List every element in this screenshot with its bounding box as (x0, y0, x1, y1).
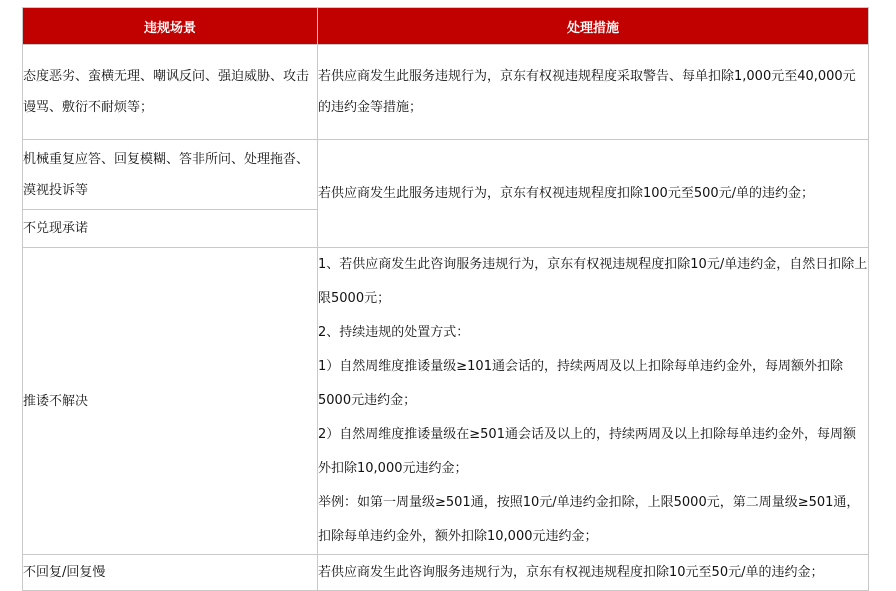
table-row (23, 140, 869, 210)
measure-cell (318, 248, 869, 555)
table-header-row (23, 8, 869, 45)
measure-line: 2）自然周维度推诿量级在≥501通会话及以上的，持续两周及以上扣除每单违约金外，每周额外扣除10,000元违约金； (318, 427, 856, 476)
violation-policy-table (22, 7, 869, 591)
header-measure: 处理措施 (318, 8, 869, 45)
header-scene: 违规场景 (23, 8, 318, 45)
measure-cell: 若供应商发生此咨询服务违规行为，京东有权视违规程度扣除10元至50元/单的违约金； (318, 555, 869, 591)
scene-cell: 不回复/回复慢 (23, 555, 318, 591)
scene-cell: 机械重复应答、回复模糊、答非所问、处理拖沓、漠视投诉等 (23, 140, 318, 210)
table-row (23, 248, 869, 555)
measure-cell: 若供应商发生此服务违规行为，京东有权视违规程度采取警告、每单扣除1,000元至40,000元的违约金等措施； (318, 45, 869, 140)
table-row (23, 555, 869, 591)
table-row (23, 45, 869, 140)
scene-cell: 推诿不解决 (23, 248, 318, 555)
scene-cell: 态度恶劣、蛮横无理、嘲讽反问、强迫威胁、攻击谩骂、敷衍不耐烦等； (23, 45, 318, 140)
measure-line: 举例：如第一周量级≥501通，按照10元/单违约金扣除，上限5000元，第二周量级≥501通，扣除每单违约金外，额外扣除10,000元违约金； (318, 495, 860, 544)
measure-line: 1）自然周维度推诿量级≥101通会话的，持续两周及以上扣除每单违约金外，每周额外扣除5000元违约金； (318, 359, 843, 408)
measure-line: 1、若供应商发生此咨询服务违规行为，京东有权视违规程度扣除10元/单违约金，自然日扣除上限5000元； (318, 257, 868, 306)
scene-cell: 不兑现承诺 (23, 210, 318, 248)
measure-cell: 若供应商发生此服务违规行为，京东有权视违规程度扣除100元至500元/单的违约金； (318, 140, 869, 248)
measure-line: 2、持续违规的处置方式： (318, 325, 470, 340)
